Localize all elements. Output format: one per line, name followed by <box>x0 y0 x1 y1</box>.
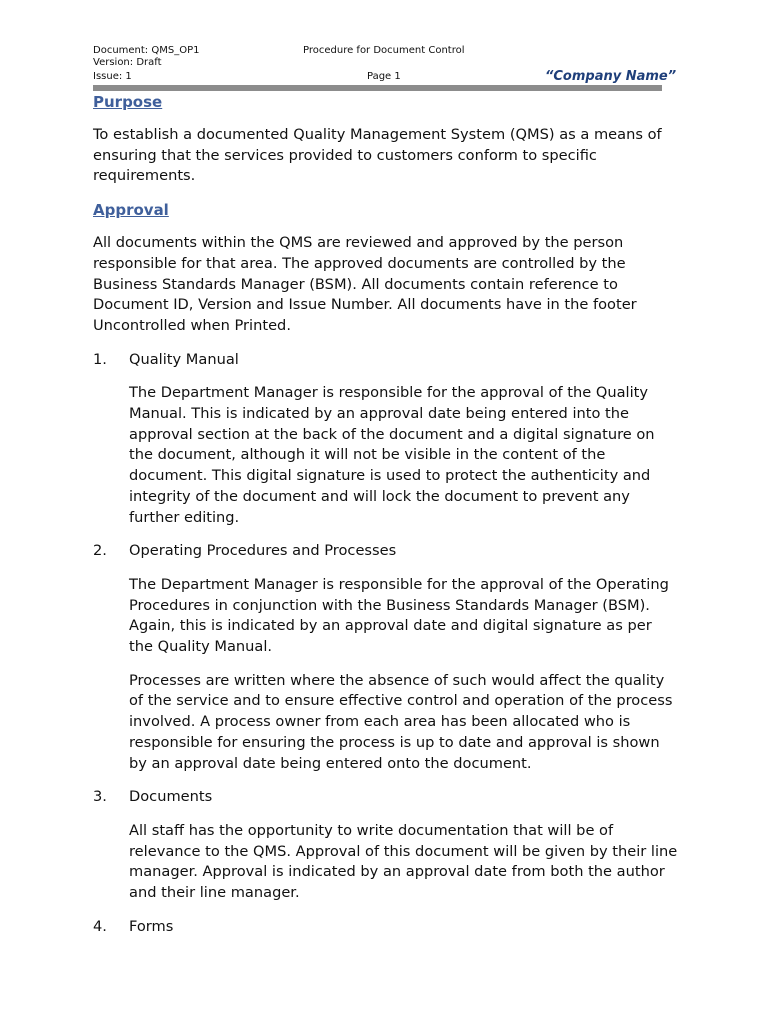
list-item-title: Documents <box>129 788 213 806</box>
list-item-documents <box>93 787 678 808</box>
list-item-title: Operating Procedures and Processes <box>129 542 397 560</box>
header-document-title: Procedure for Document Control <box>303 45 465 56</box>
header-company-name: “Company Name” <box>545 69 677 84</box>
header-issue: Issue: 1 <box>93 71 132 82</box>
list-item-paragraph: All staff has the opportunity to write documentation that will be of relevance to the QMS. Approval of this document will be given by their line manager. Approval is indicated by an approval date from both the author and their line manager. <box>129 821 678 902</box>
header-version: Version: Draft <box>93 57 162 68</box>
purpose-heading: Purpose <box>93 93 163 111</box>
document-body <box>93 93 678 938</box>
header-page-number: Page 1 <box>367 71 401 82</box>
list-item-number: 1. <box>93 350 107 368</box>
list-item-operating-procedures <box>93 541 678 562</box>
purpose-text: To establish a documented Quality Management System (QMS) as a means of ensuring that the services provided to customers conform to specific requirements. <box>93 126 662 185</box>
approval-text: All documents within the QMS are reviewed and approved by the person responsible for that area. The approved documents are controlled by the Business Standards Manager (BSM). All documents contain reference to Document ID, Version and Issue Number. All documents have in the footer Uncontrolled when Printed. <box>93 234 637 334</box>
list-item-paragraph: The Department Manager is responsible for the approval of the Quality Manual. This is indicated by an approval date being entered into the approval section at the back of the document and a digital signature on the document, although it will not be visible in the content of the document. This digital signature is used to protect the authenticity and integrity of the document and will lock the document to prevent any further editing. <box>129 384 655 526</box>
list-item-paragraph: Processes are written where the absence of such would affect the quality of the service and to ensure effective control and operation of the process involved. A process owner from each area has been allocated who is responsible for ensuring the process is up to date and approval is shown by an approval date being entered onto the document. <box>129 671 673 772</box>
header-document-id: Document: QMS_OP1 <box>93 45 200 56</box>
list-item-paragraph: The Department Manager is responsible for the approval of the Operating Procedures in conjunction with the Business Standards Manager (BSM). Again, this is indicated by an approval date and digital signature as per the Quality Manual. <box>129 575 669 656</box>
list-item-number: 4. <box>93 917 107 935</box>
list-item-forms <box>93 917 678 938</box>
list-item-title: Quality Manual <box>129 350 239 368</box>
header-divider <box>93 85 662 91</box>
list-item-number: 3. <box>93 788 107 806</box>
list-item-title: Forms <box>129 917 174 935</box>
list-item-quality-manual <box>93 350 678 371</box>
approval-heading: Approval <box>93 201 169 220</box>
list-item-number: 2. <box>93 542 107 560</box>
